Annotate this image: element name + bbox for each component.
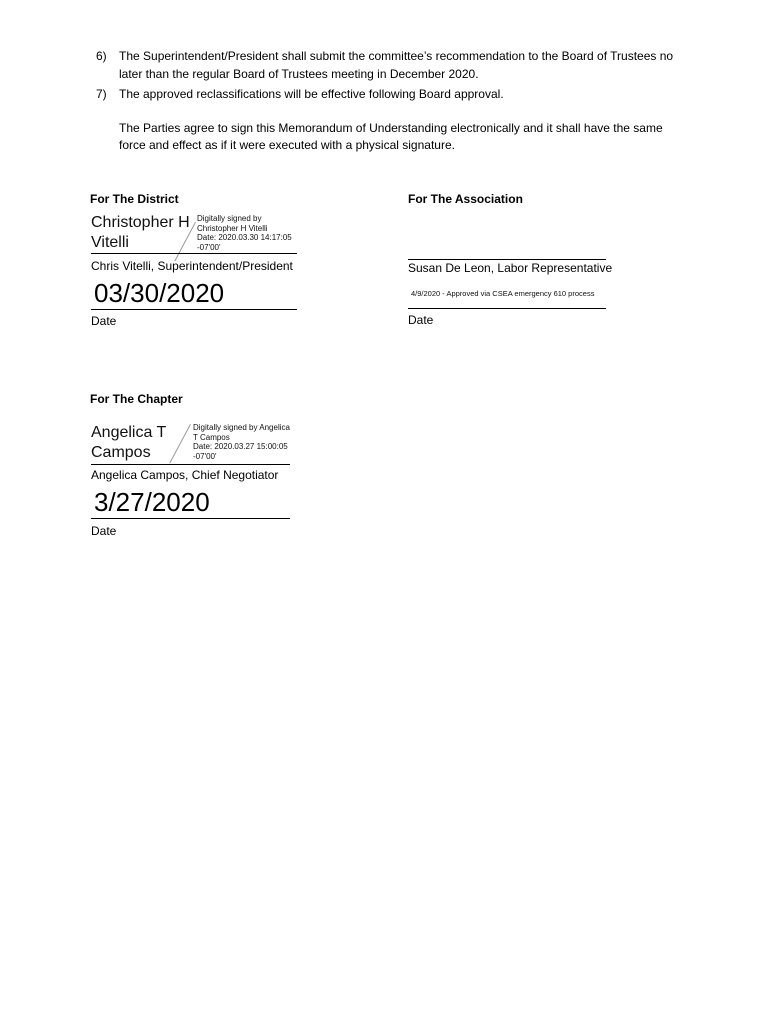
district-date-value: 03/30/2020 xyxy=(94,278,225,308)
association-signature-line xyxy=(408,259,606,260)
agreement-line-1: The Parties agree to sign this Memorandum of Understanding electronically and it shall have the same xyxy=(119,121,663,135)
chapter-meta-line-3: Date: 2020.03.27 15:00:05 xyxy=(193,442,288,451)
district-signer: Chris Vitelli, Superintendent/President xyxy=(91,259,293,273)
association-signer: Susan De Leon, Labor Representative xyxy=(408,261,613,275)
association-date-note: 4/9/2020 - Approved via CSEA emergency 610 process xyxy=(411,289,595,298)
district-signature-meta xyxy=(197,214,292,252)
district-signature xyxy=(91,213,190,253)
chapter-meta-line-1: Digitally signed by Angelica xyxy=(193,423,290,432)
item-6-line-2: later than the regular Board of Trustees meeting in December 2020. xyxy=(119,67,479,81)
item-7-line-1: The approved reclassifications will be effective following Board approval. xyxy=(119,87,504,101)
district-meta-line-2: Christopher H Vitelli xyxy=(197,223,268,233)
district-date-label: Date xyxy=(91,314,117,328)
chapter-meta-line-4: -07'00' xyxy=(193,451,217,461)
district-signature-line xyxy=(91,253,297,254)
district-heading: For The District xyxy=(90,192,179,206)
chapter-signature xyxy=(91,423,166,463)
association-date-label: Date xyxy=(408,313,434,327)
chapter-signature-divider xyxy=(169,424,191,463)
item-7-number: 7) xyxy=(96,87,107,101)
chapter-signer: Angelica Campos, Chief Negotiator xyxy=(91,468,279,482)
chapter-meta-line-2: T Campos xyxy=(193,432,230,442)
chapter-date-line xyxy=(91,518,290,519)
chapter-signature-name-line-2: Campos xyxy=(91,444,151,461)
item-6-number: 6) xyxy=(96,49,107,63)
district-date-line xyxy=(91,309,297,310)
item-6-line-1: The Superintendent/President shall submit the committee’s recommendation to the Board of Trustees no xyxy=(119,49,674,63)
district-meta-line-3: Date: 2020.03.30 14:17:05 xyxy=(197,233,292,242)
district-signature-name-line-1: Christopher H xyxy=(91,214,190,231)
chapter-signature-line xyxy=(91,464,290,465)
association-date-line xyxy=(408,308,606,309)
association-heading: For The Association xyxy=(408,192,523,206)
chapter-date-label: Date xyxy=(91,524,117,538)
chapter-signature-meta xyxy=(193,423,290,461)
agreement-line-2: force and effect as if it were executed with a physical signature. xyxy=(119,138,455,152)
chapter-date-value: 3/27/2020 xyxy=(94,487,210,517)
district-meta-line-4: -07'00' xyxy=(197,242,221,252)
district-meta-line-1: Digitally signed by xyxy=(197,214,262,223)
chapter-heading: For The Chapter xyxy=(90,392,183,406)
chapter-signature-name-line-1: Angelica T xyxy=(91,424,167,441)
district-signature-name-line-2: Vitelli xyxy=(91,234,129,251)
